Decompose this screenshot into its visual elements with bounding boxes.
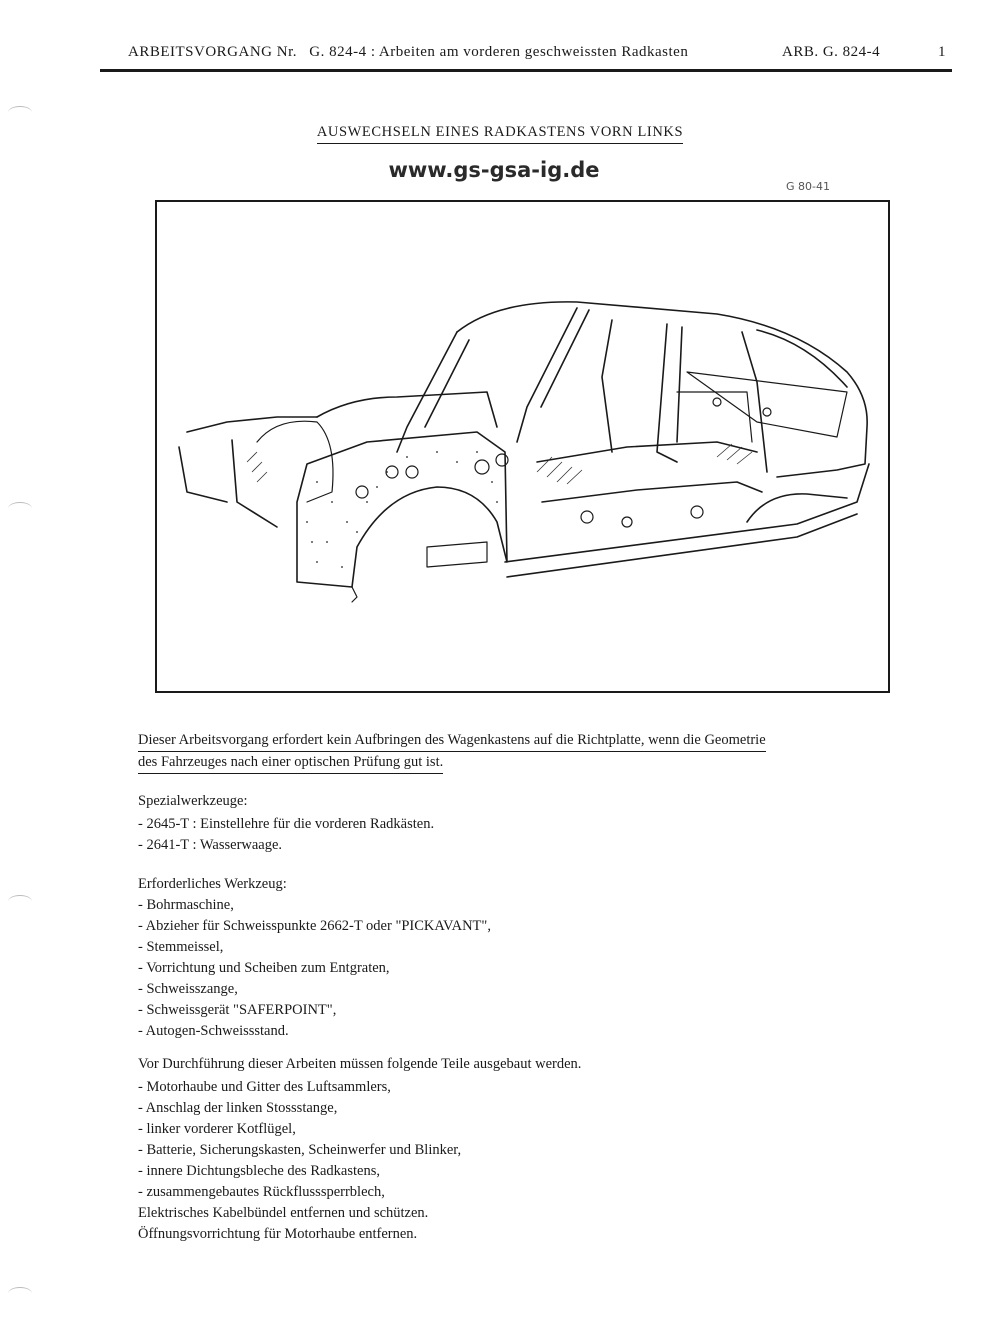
- header-rule: [100, 69, 952, 72]
- page-title: [0, 124, 1000, 141]
- list-item: - Batterie, Sicherungskasten, Scheinwerfer und Blinker,: [138, 1142, 462, 1158]
- intro-line-2: des Fahrzeuges nach einer optischen Prüfung gut ist.: [138, 752, 443, 774]
- website-watermark: www.gs-gsa-ig.de: [388, 158, 600, 182]
- list-item: - Schweisszange,: [138, 981, 238, 997]
- figure-frame: [155, 200, 890, 693]
- list-item: - 2641-T : Wasserwaage.: [138, 837, 283, 853]
- list-item: Elektrisches Kabelbündel entfernen und schützen.: [138, 1205, 429, 1221]
- header-code: G. 824-4: [309, 44, 367, 60]
- list-item: - 2645-T : Einstellehre für die vorderen Radkästen.: [138, 816, 435, 832]
- figure-reference: G 80-41: [786, 180, 830, 193]
- required-tools-list: [138, 874, 491, 1042]
- car-body-illustration: [157, 202, 888, 691]
- punch-hole-mark: [8, 895, 32, 908]
- required-tools-heading: Erforderliches Werkzeug:: [138, 876, 287, 892]
- list-item: - Autogen-Schweissstand.: [138, 1023, 289, 1039]
- list-item: - innere Dichtungsbleche des Radkastens,: [138, 1163, 380, 1179]
- list-item: - Vorrichtung und Scheiben zum Entgraten,: [138, 960, 390, 976]
- punch-hole-mark: [8, 106, 32, 119]
- list-item: - Schweissgerät "SAFERPOINT",: [138, 1002, 337, 1018]
- removal-list: [138, 1054, 581, 1245]
- intro-paragraph: [138, 730, 908, 774]
- punch-hole-mark: [8, 1287, 32, 1300]
- list-item: - Bohrmaschine,: [138, 897, 234, 913]
- punch-hole-mark: [8, 502, 32, 515]
- list-item: - Anschlag der linken Stossstange,: [138, 1100, 338, 1116]
- list-item: Öffnungsvorrichtung für Motorhaube entfernen.: [138, 1226, 418, 1242]
- removal-heading: Vor Durchführung dieser Arbeiten müssen folgende Teile ausgebaut werden.: [138, 1056, 582, 1072]
- special-tools-list: [138, 791, 434, 856]
- list-item: - Motorhaube und Gitter des Luftsammlers,: [138, 1079, 391, 1095]
- list-item: - zusammengebautes Rückflusssperrblech,: [138, 1184, 385, 1200]
- list-item: - Abzieher für Schweisspunkte 2662-T oder "PICKAVANT",: [138, 918, 491, 934]
- header-prefix: ARBEITSVORGANG Nr.: [128, 44, 298, 60]
- special-tools-heading: Spezialwerkzeuge:: [138, 793, 248, 809]
- header-title: : Arbeiten am vorderen geschweissten Radkasten: [370, 44, 689, 60]
- header-left: [128, 44, 688, 61]
- page-number: 1: [938, 44, 946, 60]
- header-right-code: ARB. G. 824-4: [782, 44, 881, 60]
- page-title-text: AUSWECHSELN EINES RADKASTENS VORN LINKS: [317, 124, 683, 144]
- list-item: - linker vorderer Kotflügel,: [138, 1121, 296, 1137]
- intro-line-1: Dieser Arbeitsvorgang erfordert kein Aufbringen des Wagenkastens auf die Richtplatte, wenn die Geometrie: [138, 730, 766, 752]
- list-item: - Stemmeissel,: [138, 939, 224, 955]
